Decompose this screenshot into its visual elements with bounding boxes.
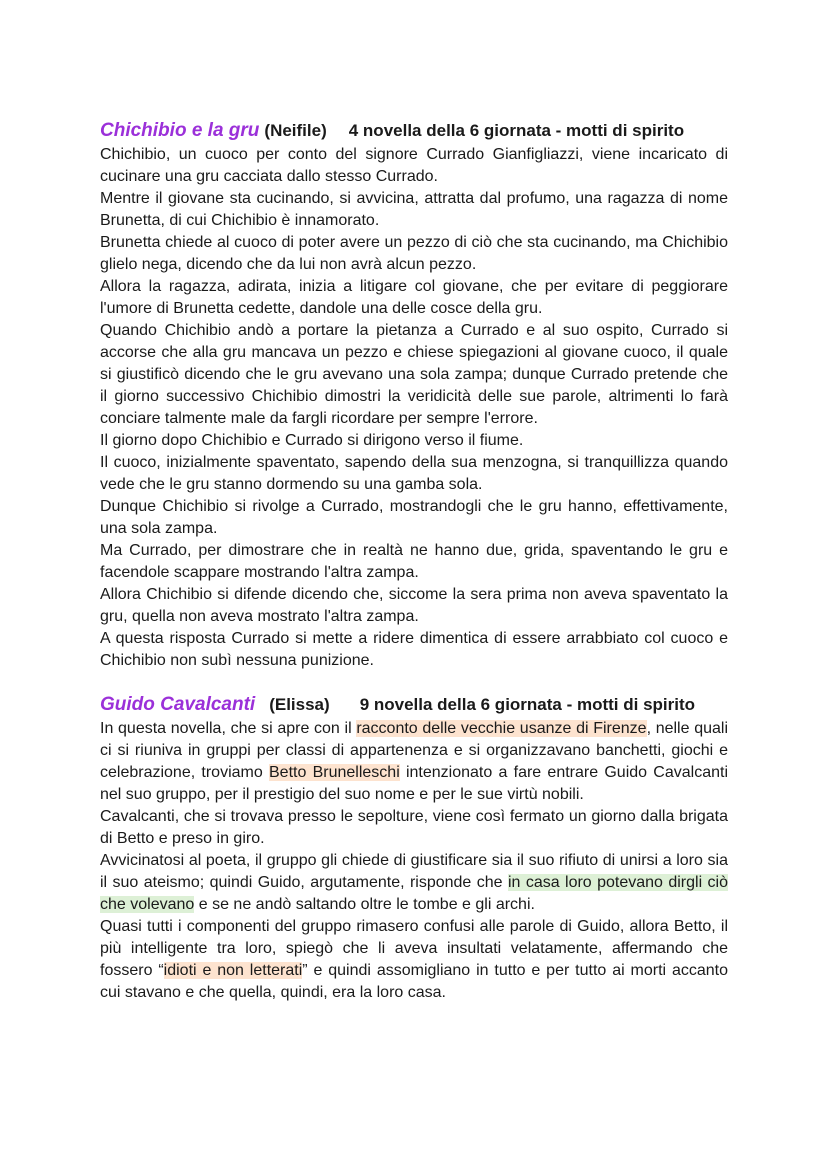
paragraph: Quando Chichibio andò a portare la pietanza a Currado e al suo ospito, Currado si accorse che alla gru mancava un pezzo e chiese spiegazioni al giovane cuoco, il quale si giustificò dicendo che le gru avevano una sola zampa; dunque Currado pretende che il giorno successivo Chichibio dimostri la veridicità delle sue parole, altrimenti lo farà conciare talmente male da fargli ricordare per sempre l'errore. bbox=[100, 322, 728, 427]
highlighted-text: Betto Brunelleschi bbox=[269, 764, 400, 781]
text-run: intenzionato a fare entrare Guido Cavalcanti nel suo gruppo, per il prestigio del suo nome e per le sue virtù nobili. bbox=[100, 764, 728, 803]
section-meta: 9 novella della 6 giornata - motti di spirito bbox=[359, 695, 696, 714]
text-run: , nelle quali ci si riuniva in gruppi per classi di appartenenza e si organizzavano banchetti, giochi e celebrazione, troviamo bbox=[100, 720, 729, 781]
text-run: ” e quindi assomigliano in tutto e per tutto ai morti accanto cui stavano e che quella, quindi, era la loro casa. bbox=[100, 962, 728, 1001]
paragraph: Allora Chichibio si difende dicendo che, siccome la sera prima non aveva spaventato la gru, quella non aveva mostrato l'altra zampa. bbox=[100, 586, 728, 625]
section-narrator: (Neifile) bbox=[264, 121, 327, 140]
paragraph: Il giorno dopo Chichibio e Currado si dirigono verso il fiume. bbox=[100, 432, 524, 449]
paragraph: Chichibio, un cuoco per conto del signore Currado Gianfigliazzi, viene incaricato di cucinare una gru cacciata dallo stesso Currado. bbox=[100, 146, 728, 185]
paragraph: Il cuoco, inizialmente spaventato, sapendo della sua menzogna, si tranquillizza quando vede che le gru stanno dormendo su una gamba sola. bbox=[100, 454, 728, 493]
section-title: Guido Cavalcanti bbox=[100, 694, 256, 715]
paragraph bbox=[100, 850, 728, 916]
text-run: Avvicinatosi al poeta, il gruppo gli chiede di giustificare sia il suo rifiuto di unirsi a loro sia il suo ateismo; quindi Guido, argutamente, risponde che bbox=[100, 852, 728, 891]
highlighted-text: racconto delle vecchie usanze di Firenze bbox=[356, 720, 647, 737]
section-narrator: (Elissa) bbox=[269, 695, 330, 714]
paragraph bbox=[100, 916, 728, 1004]
section-heading bbox=[100, 694, 728, 716]
paragraph: Cavalcanti, che si trovava presso le sepolture, viene così fermato un giorno dalla brigata di Betto e preso in giro. bbox=[100, 808, 728, 847]
section-chichibio bbox=[100, 120, 728, 672]
highlighted-text: in casa loro potevano dirgli ciò che volevano bbox=[100, 874, 729, 913]
section-guido-cavalcanti bbox=[100, 694, 728, 1004]
section-meta: 4 novella della 6 giornata - motti di spirito bbox=[348, 121, 685, 140]
paragraph: Brunetta chiede al cuoco di poter avere un pezzo di ciò che sta cucinando, ma Chichibio glielo nega, dicendo che da lui non avrà alcun pezzo. bbox=[100, 234, 728, 273]
section-title: Chichibio e la gru bbox=[100, 120, 260, 141]
paragraph: Dunque Chichibio si rivolge a Currado, mostrandogli che le gru hanno, effettivamente, una sola zampa. bbox=[100, 498, 728, 537]
paragraph: Mentre il giovane sta cucinando, si avvicina, attratta dal profumo, una ragazza di nome Brunetta, di cui Chichibio è innamorato. bbox=[100, 190, 728, 229]
paragraph: Allora la ragazza, adirata, inizia a litigare col giovane, che per evitare di peggiorare l'umore di Brunetta cedette, dandole una delle cosce della gru. bbox=[100, 278, 728, 317]
document-page bbox=[100, 120, 728, 1004]
text-run: In questa novella, che si apre con il bbox=[100, 720, 357, 737]
highlighted-text: idioti e non letterati bbox=[163, 962, 303, 979]
section-heading bbox=[100, 120, 728, 142]
text-run: Quasi tutti i componenti del gruppo rimasero confusi alle parole di Guido, allora Betto, il più intelligente tra loro, spiegò che li aveva insultati velatamente, affermando che fossero “ bbox=[100, 918, 728, 979]
paragraph: A questa risposta Currado si mette a ridere dimentica di essere arrabbiato col cuoco e Chichibio non subì nessuna punizione. bbox=[100, 630, 728, 669]
paragraph: Ma Currado, per dimostrare che in realtà ne hanno due, grida, spaventando le gru e facendole scappare mostrando l'altra zampa. bbox=[100, 542, 728, 581]
paragraph bbox=[100, 718, 728, 806]
text-run: e se ne andò saltando oltre le tombe e gli archi. bbox=[194, 896, 535, 913]
